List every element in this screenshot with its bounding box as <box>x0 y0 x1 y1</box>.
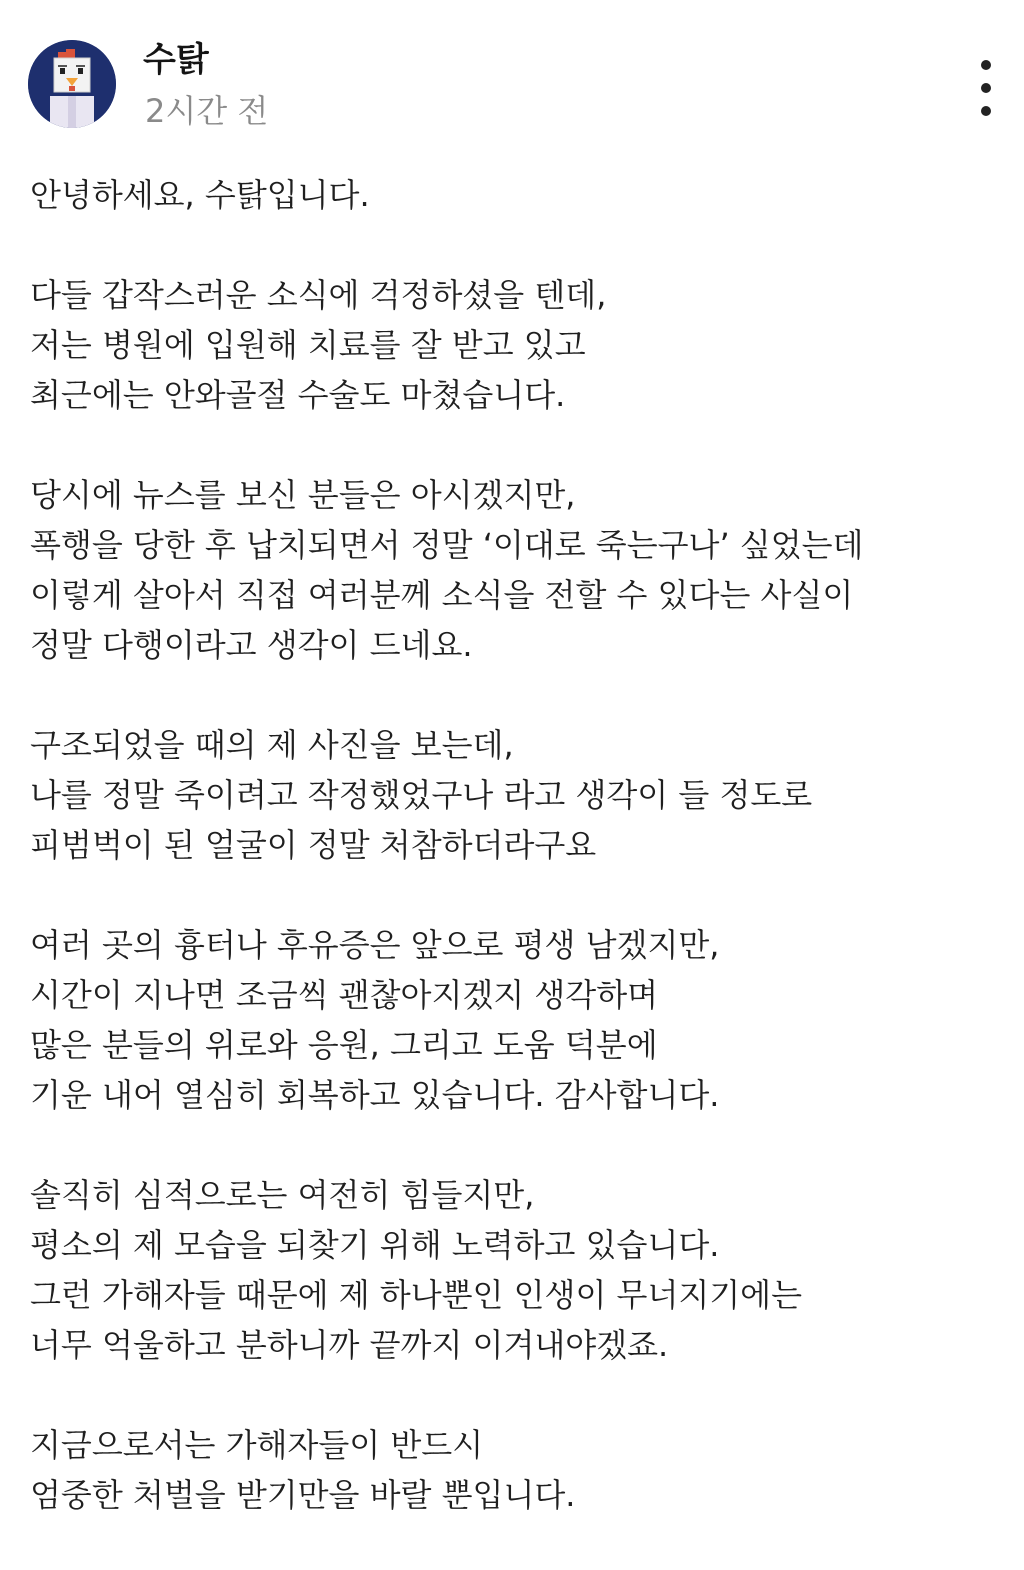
post-timestamp: 2시간 전 <box>145 92 269 130</box>
post-line: 다들 갑작스러운 소식에 걱정하셨을 텐데, <box>30 276 607 314</box>
post-line: 피범벅이 된 얼굴이 정말 처참하더라구요 <box>30 826 597 864</box>
post-line: 지금으로서는 가해자들이 반드시 <box>30 1426 484 1464</box>
post-line: 엄중한 처벌을 받기만을 바랄 뿐입니다. <box>30 1476 576 1514</box>
post-line: 폭행을 당한 후 납치되면서 정말 ‘이대로 죽는구나’ 싶었는데 <box>30 526 864 564</box>
post-line: 정말 다행이라고 생각이 드네요. <box>30 626 473 664</box>
post-line: 구조되었을 때의 제 사진을 보는데, <box>30 726 514 764</box>
post-line: 나를 정말 죽이려고 작정했었구나 라고 생각이 들 정도로 <box>30 776 813 814</box>
post-paragraph <box>30 1170 1000 1370</box>
post-line: 저는 병원에 입원해 치료를 잘 받고 있고 <box>30 326 586 364</box>
post-line: 기운 내어 열심히 회복하고 있습니다. 감사합니다. <box>30 1076 720 1114</box>
post-line: 이렇게 살아서 직접 여러분께 소식을 전할 수 있다는 사실이 <box>30 576 854 614</box>
post-line: 많은 분들의 위로와 응원, 그리고 도움 덕분에 <box>30 1026 658 1064</box>
post-line: 최근에는 안와골절 수술도 마쳤습니다. <box>30 376 566 414</box>
post-line: 당시에 뉴스를 보신 분들은 아시겠지만, <box>30 476 576 514</box>
post-line: 시간이 지나면 조금씩 괜찮아지겠지 생각하며 <box>30 976 659 1014</box>
post-line: 안녕하세요, 수탉입니다. <box>30 176 370 214</box>
post-header <box>0 0 1024 150</box>
author-name[interactable]: 수탉 <box>143 40 209 80</box>
post-line: 그런 가해자들 때문에 제 하나뿐인 인생이 무너지기에는 <box>30 1276 803 1314</box>
more-dot <box>981 60 991 70</box>
post-paragraph <box>30 920 1000 1120</box>
more-dot <box>981 83 991 93</box>
post-paragraph <box>30 470 1000 670</box>
more-vertical-icon[interactable] <box>966 60 1006 116</box>
post-paragraph <box>30 720 1000 870</box>
post-line: 여러 곳의 흉터나 후유증은 앞으로 평생 남겠지만, <box>30 926 720 964</box>
post-line: 평소의 제 모습을 되찾기 위해 노력하고 있습니다. <box>30 1226 720 1264</box>
more-dot <box>981 106 991 116</box>
post-paragraph <box>30 1420 1000 1520</box>
post-line: 솔직히 심적으로는 여전히 힘들지만, <box>30 1176 535 1214</box>
post-line: 너무 억울하고 분하니까 끝까지 이겨내야겠죠. <box>30 1326 669 1364</box>
post-paragraph <box>30 270 1000 420</box>
post-body <box>30 170 1000 1570</box>
post-paragraph <box>30 170 1000 220</box>
chicken-avatar-icon[interactable] <box>28 40 116 128</box>
